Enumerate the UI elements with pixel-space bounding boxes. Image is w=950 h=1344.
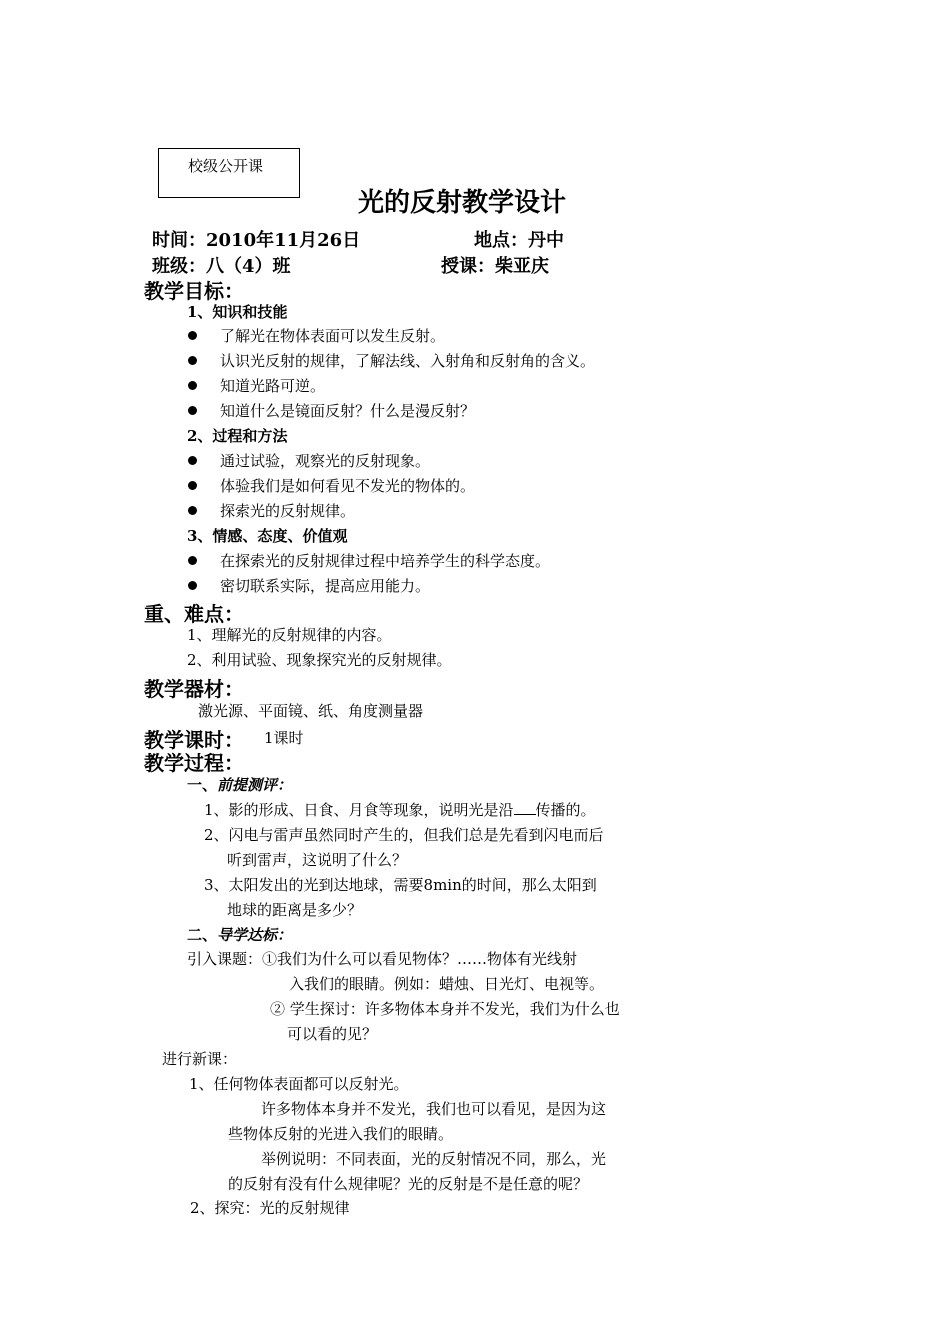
question-2-line-1: 2、闪电与雷声虽然同时产生的，但我们总是先看到闪电而后: [204, 826, 604, 844]
question-1-part-a: 1、影的形成、日食、月食等现象，说明光是沿: [204, 801, 514, 819]
question-3-line-1: 3、太阳发出的光到达地球，需要8min的时间，那么太阳到: [204, 876, 597, 894]
page-title: 光的反射教学设计: [358, 188, 567, 218]
objective-item: 认识光反射的规律，了解法线、入射角和反射角的含义。: [220, 352, 596, 370]
question-3-line-2: 地球的距离是多少？: [227, 901, 363, 919]
objective-item: 探索光的反射规律。: [220, 502, 356, 520]
section-2-title: 导学达标：: [217, 926, 293, 944]
materials-heading: 教学器材：: [144, 677, 244, 701]
question-2-line-2: 听到雷声，这说明了什么？: [227, 851, 408, 869]
objective-item: 知道什么是镜面反射？什么是漫反射？: [220, 402, 476, 420]
fill-blank: [514, 802, 536, 815]
section-1-number: 一、: [187, 776, 218, 794]
bullet-icon: [188, 581, 197, 590]
stamp-label: 校级公开课: [188, 157, 264, 175]
objective-group-1-title: 1、知识和技能: [187, 303, 288, 321]
meta-time: 时间：2010年11月26日: [152, 230, 361, 251]
objective-item: 通过试验，观察光的反射现象。: [220, 452, 431, 470]
bullet-icon: [188, 381, 197, 390]
point-1-title: 1、任何物体表面都可以反射光。: [189, 1075, 409, 1093]
question-1: [204, 799, 596, 820]
point-1-line-1: 许多物体本身并不发光，我们也可以看见，是因为这: [261, 1100, 607, 1118]
intro-line-1: 引入课题：①我们为什么可以看见物体？……物体有光线射: [187, 950, 578, 968]
bullet-icon: [188, 556, 197, 565]
keypoints-heading: 重、难点：: [144, 602, 244, 626]
section-1-heading: [187, 774, 292, 795]
bullet-icon: [188, 506, 197, 515]
point-1-line-2: 些物体反射的光进入我们的眼睛。: [228, 1125, 454, 1143]
intro-line-4: 可以看的见？: [287, 1025, 378, 1043]
point-2-title: 2、探究：光的反射规律: [190, 1199, 350, 1217]
bullet-icon: [188, 331, 197, 340]
bullet-icon: [188, 456, 197, 465]
meta-class: 班级：八（4）班: [152, 256, 291, 277]
new-lesson-label: 进行新课：: [162, 1050, 238, 1068]
bullet-icon: [188, 406, 197, 415]
bullet-icon: [188, 481, 197, 490]
meta-teacher: 授课：柴亚庆: [441, 256, 549, 277]
bullet-icon: [188, 356, 197, 365]
section-2-number: 二、: [187, 926, 218, 944]
intro-line-3: ② 学生探讨：许多物体本身并不发光，我们为什么也: [270, 1000, 620, 1018]
objectives-heading: 教学目标：: [144, 279, 244, 303]
hours-heading: 教学课时：: [144, 728, 244, 752]
stamp-box: [158, 148, 300, 198]
keypoint-item: 2、利用试验、现象探究光的反射规律。: [187, 651, 452, 669]
materials-text: 激光源、平面镜、纸、角度测量器: [198, 702, 424, 720]
section-2-heading: [187, 924, 292, 945]
process-heading: 教学过程：: [144, 751, 244, 775]
hours-text: 1课时: [264, 729, 304, 747]
meta-place: 地点：丹中: [474, 230, 564, 251]
intro-line-2: 入我们的眼睛。例如：蜡烛、日光灯、电视等。: [289, 975, 605, 993]
objective-group-3-title: 3、情感、态度、价值观: [187, 527, 348, 545]
objective-item: 密切联系实际，提高应用能力。: [220, 577, 431, 595]
objective-item: 体验我们是如何看见不发光的物体的。: [220, 477, 476, 495]
keypoint-item: 1、理解光的反射规律的内容。: [187, 626, 392, 644]
objective-item: 在探索光的反射规律过程中培养学生的科学态度。: [220, 552, 551, 570]
section-1-title: 前提测评：: [217, 776, 293, 794]
objective-item: 知道光路可逆。: [220, 377, 326, 395]
point-1-line-3: 举例说明：不同表面，光的反射情况不同，那么，光: [261, 1150, 607, 1168]
objective-item: 了解光在物体表面可以发生反射。: [220, 327, 446, 345]
objective-group-2-title: 2、过程和方法: [187, 427, 288, 445]
point-1-line-4: 的反射有没有什么规律呢？光的反射是不是任意的呢？: [228, 1175, 589, 1193]
question-1-part-b: 传播的。: [535, 801, 596, 819]
